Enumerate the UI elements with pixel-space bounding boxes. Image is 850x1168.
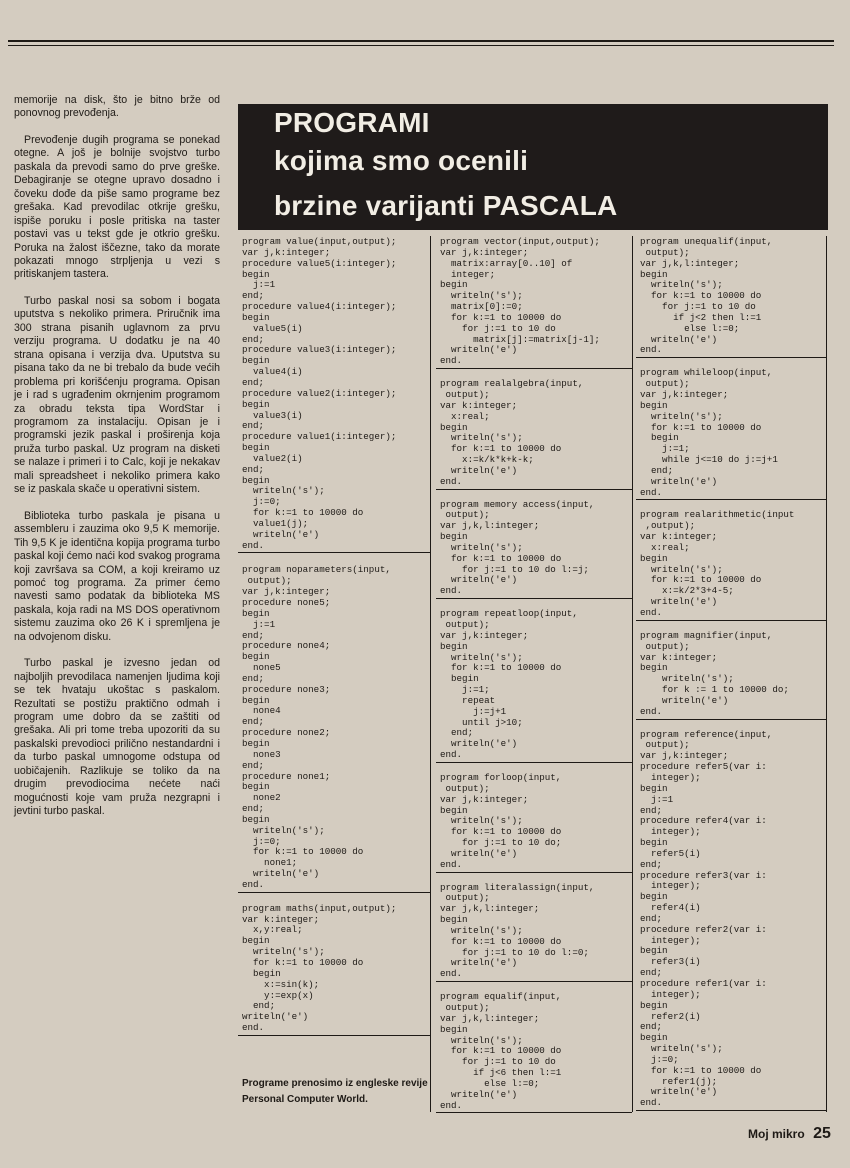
magazine-name: Moj mikro — [748, 1127, 805, 1141]
program-reference: program reference(input, output); var j,k:integer; procedure refer5(var i: integer); begin j:=1 end; procedure refer4(var i: integer); begin refer5(i) end; procedure refer3(var i: integer); begin refer4(i) end; procedure refer2(var i: integer); begin refer3(i) end; procedure refer1(var i: integer); begin refer2(i) end; begin writeln('s'); j:=0; for k:=1 to 10000 do refer1(j); writeln('e') end. — [636, 729, 826, 1112]
page-number: 25 — [813, 1125, 831, 1142]
banner-line-3: brzine varijanti PASCALA — [274, 190, 618, 221]
program-unequalif: program unequalif(input, output); var j,k,l:integer; begin writeln('s'); for k:=1 to 10000 do for j:=1 to 10 do if j<2 then l:=1 else l:=0; writeln('e') end. — [636, 236, 826, 358]
program-realalgebra: program realalgebra(input, output); var k:integer; x:real; begin writeln('s'); for k:=1 to 10000 do x:=k/k*k+k-k; writeln('e') end. — [436, 378, 632, 489]
program-whileloop: program whileloop(input, output); var j,k:integer; begin writeln('s'); for k:=1 to 10000 do begin j:=1; while j<=10 do j:=j+1 end; writeln('e') end. — [636, 367, 826, 500]
program-noparameters: program noparameters(input, output); var j,k:integer; procedure none5; begin j:=1 end; procedure none4; begin none5 end; procedure none3; begin none4 end; procedure none2; begin none3 end; procedure none1; begin none2 end; begin writeln('s'); j:=0; for k:=1 to 10000 do none1; writeln('e') end. — [238, 564, 430, 892]
intro-paragraph: Prevođenje dugih programa se ponekad otegne. A još je bolnije svojstvo turbo paskala da prevodi samo do prve greške. Debagiranje se otegne upravo dosadno i čoveku dođe da piše samo programe bez grešaka. Kad prevodilac otkrije grešku, ispiše poruku i posle pritiska na taster postavi vas u tekst gde je otkrio grešku. Poruka na žalost iščezne, tako da morate pokazati mnogo strpljenja u vezi s pritiskanjem tastera. — [14, 133, 220, 281]
page-footer — [748, 1125, 831, 1143]
top-rule — [8, 40, 834, 42]
intro-paragraph: Biblioteka turbo paskala je pisana u assembleru i zauzima oko 9,5 K memorije. Tih 9,5 K je identična kopija programa turbo paskal koji ćemo naći kod svakog programa koji završava sa COM, a koji kreiramo uz pomoć tog programa. Za primer ćemo navesti samo podatak da biblioteka MS paskala, koja radi na MS DOS operativnom sistemu zauzima oko 26 K i spremljena je na odvojenom disku. — [14, 509, 220, 643]
program-literalassign: program literalassign(input, output); var j,k,l:integer; begin writeln('s'); for k:=1 to 10000 do for j:=1 to 10 do l:=0; writeln('e') end. — [436, 882, 632, 983]
top-rule-2 — [8, 45, 834, 46]
program-memory-access: program memory access(input, output); var j,k,l:integer; begin writeln('s'); for k:=1 to 10000 do for j:=1 to 10 do l:=j; writeln('e') end. — [436, 499, 632, 600]
program-repeatloop: program repeatloop(input, output); var j,k:integer; begin writeln('s'); for k:=1 to 10000 do begin j:=1; repeat j:=j+1 until j>10; end; writeln('e') end. — [436, 608, 632, 763]
program-equalif: program equalif(input, output); var j,k,l:integer; begin writeln('s'); for k:=1 to 10000 do for j:=1 to 10 do if j<6 then l:=1 else l:=0; writeln('e') end. — [436, 991, 632, 1113]
program-magnifier: program magnifier(input, output); var k:integer; begin writeln('s'); for k := 1 to 10000 do; writeln('e') end. — [636, 630, 826, 720]
banner-line-2: kojima smo ocenili — [274, 145, 529, 176]
title-banner — [238, 104, 828, 230]
program-forloop: program forloop(input, output); var j,k:integer; begin writeln('s'); for k:=1 to 10000 do for j:=1 to 10 do; writeln('e') end. — [436, 772, 632, 873]
source-credit: Programe prenosimo iz engleske revije Personal Computer World. — [242, 1078, 428, 1105]
program-maths: program maths(input,output); var k:integer; x,y:real; begin writeln('s'); for k:=1 to 10000 do begin x:=sin(k); y:=exp(x) end; writeln('e') end. — [238, 903, 430, 1036]
intro-paragraph: memorije na disk, što je bitno brže od ponovnog prevođenja. — [14, 94, 220, 120]
code-column-2 — [436, 236, 633, 1112]
intro-paragraph: Turbo paskal je izvesno jedan od najboljih prevodilaca namenjen ljudima koji se tek hvataju ukoštac s paskalom. Rezultati se postižu praktično odmah i program ume dobro da se zaštiti od grešaka. Ali pri tome treba upozoriti da su paskalski prevodioci prilično nestandardni i da turbo paskal umnogome odstupa od uobičajenih. Razlikuje se toliko da na drugim prevodiocima nećete naći mogućnosti koje vam pruža nezgrapni i jevtini turbo paskal. — [14, 657, 220, 818]
program-realarithmetic: program realarithmetic(input ,output); var k:integer; x:real; begin writeln('s'); for k:=1 to 10000 do x:=k/2*3+4-5; writeln('e') end. — [636, 509, 826, 620]
intro-paragraph: Turbo paskal nosi sa sobom i bogata uputstva s nekoliko primera. Priručnik ima 300 strana pisanih uglavnom za prvu verziju programa. U dodatku je na 40 strana opisana i verzija dva. Uputstva su pisana tako da ne bi trebalo da bude većih problema pri korišćenju programa. Opisan je i rad s ugrađenim okrnjenim programom za obradu teksta tipa WordStar i programom za instalaciju. Opisan je i programski jezik paskal i proširenja koja pruža turbo paskal. Uz program na disketi se nalaze i primeri i to Calc, koji je nekakav mali spreadsheet i nekoliko primera kako se iz paskala skače u operativni sistem. — [14, 294, 220, 496]
code-column-3 — [636, 236, 827, 1112]
code-column-1 — [238, 236, 431, 1112]
intro-article — [14, 94, 220, 832]
banner-line-1: PROGRAMI — [274, 107, 430, 138]
program-value: program value(input,output); var j,k:integer; procedure value5(i:integer); begin j:=1 end; procedure value4(i:integer); begin value5(i) end; procedure value3(i:integer); begin value4(i) end; procedure value2(i:integer); begin value3(i) end; procedure value1(i:integer); begin value2(i) end; begin writeln('s'); j:=0; for k:=1 to 10000 do value1(j); writeln('e') end. — [238, 236, 430, 553]
program-vector: program vector(input,output); var j,k:integer; matrix:array[0..10] of integer; begin writeln('s'); matrix[0]:=0; for k:=1 to 10000 do for j:=1 to 10 do matrix[j]:=matrix[j-1]; writeln('e') end. — [436, 236, 632, 369]
